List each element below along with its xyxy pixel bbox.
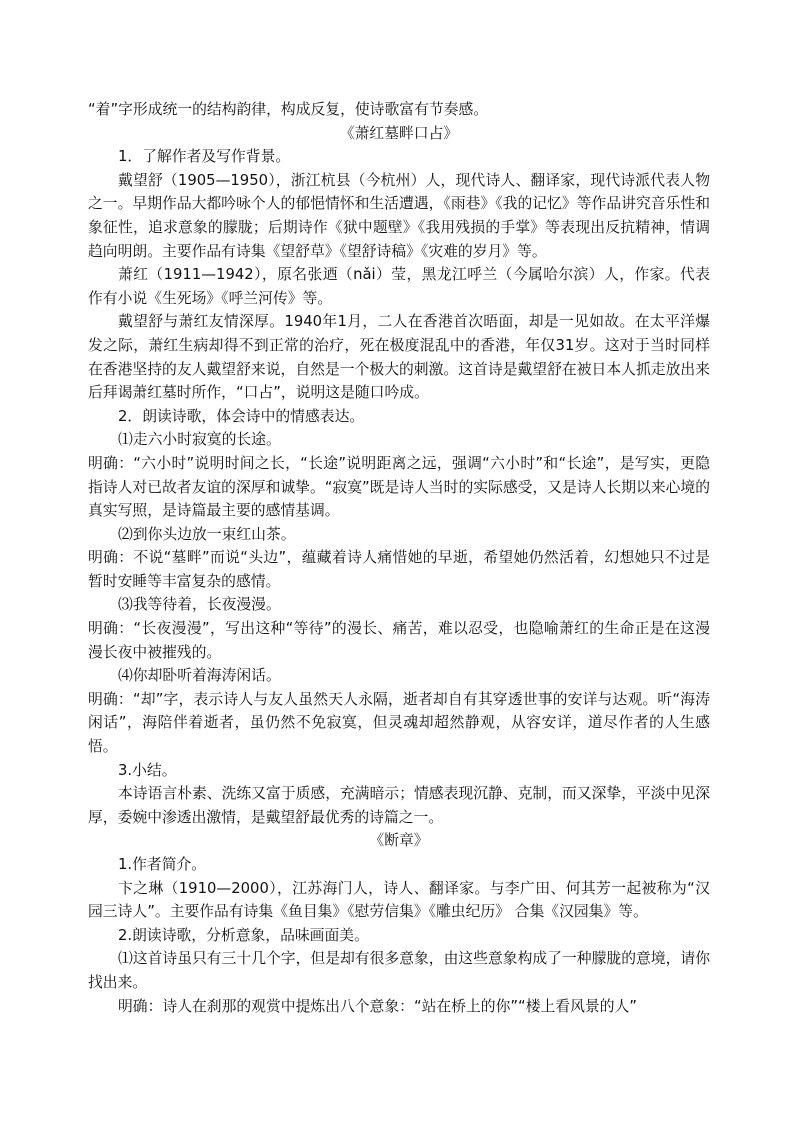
answer-paragraph: 明确：“六小时”说明时间之长，“长途”说明距离之远，强调“六小时”和“长途”，是写实，更隐指诗人对已故者友谊的深厚和诚挚。“寂寞”既是诗人当时的实际感受，又是诗人长期以来心境的真实写照，是诗篇最主要的感情基调。 [88, 454, 711, 520]
section-title-xiaohong: 《萧红墓畔口占》 [339, 124, 459, 142]
poem-line-question: ⑷你却卧听着海涛闲话。 [118, 667, 281, 685]
answer-paragraph: 明确：“却”字，表示诗人与友人虽然天人永隔，逝者却自有其穿透世事的安详与达观。听“海涛闲话”，海陪伴着逝者，虽仍然不免寂寞，但灵魂却超然静观，从容安详，道尽作者的人生感悟。 [88, 690, 710, 756]
paragraph-bian-zhilin: 卞之琳（1910—2000），江苏海门人，诗人、翻译家。与李广田、何其芳一起被称为“汉园三诗人”。主要作品有诗集《鱼目集》《慰劳信集》《雕虫纪历》 合集《汉园集》等。 [88, 879, 710, 921]
question-paragraph: ⑴这首诗虽只有三十几个字，但是却有很多意象，由这些意象构成了一种朦胧的意境，请你找出来。 [88, 950, 710, 991]
poem-line-question: ⑴走六小时寂寞的长途。 [118, 431, 281, 449]
document-body [88, 98, 710, 1018]
paragraph-dai-wangshu: 戴望舒（1905—1950），浙江杭县（今杭州）人，现代诗人、翻译家，现代诗派代表人物之一。早期作品大都吟咏个人的郁悒情怀和生活遭遇，《雨巷》《我的记忆》等作品讲究音乐性和象征性，追求意象的朦胧；后期诗作《狱中题壁》《我用残损的手掌》等表现出反抗精神，情调趋向明朗。主要作品有诗集《望舒草》《望舒诗稿》《灾难的岁月》等。 [88, 171, 710, 260]
step-heading: 2．朗读诗歌，体会诗中的情感表达。 [118, 407, 365, 425]
summary-paragraph: 本诗语言朴素、洗练又富于质感，充满暗示；情感表现沉静、克制，而又深挚，平淡中见深厚，委婉中渗透出激情，是戴望舒最优秀的诗篇之一。 [88, 785, 710, 826]
step-heading: 1．了解作者及写作背景。 [118, 148, 291, 166]
step-heading: 1.作者简介。 [118, 856, 207, 873]
step-heading: 2.朗读诗歌，分析意象，品味画面美。 [118, 926, 369, 944]
poem-line-question: ⑶我等待着，长夜漫漫。 [118, 596, 281, 614]
paragraph-background: 戴望舒与萧红友情深厚。1940年1月，二人在香港首次晤面，却是一见如故。在太平洋爆发之际，萧红生病却得不到正常的治疗，死在极度混乱中的香港，年仅31岁。这对于当时同样在香港坚持的友人戴望舒来说，自然是一个极大的刺激。这首诗是戴望舒在被日本人抓走放出来后拜谒萧红墓时所作，“口占”，说明这是随口吟成。 [88, 313, 710, 402]
section-title-duanzhang: 《断章》 [369, 832, 429, 850]
answer-paragraph: 明确：不说“墓畔”而说“头边”，蕴藏着诗人痛惜她的早逝，希望她仍然活着，幻想她只不过是暂时安睡等丰富复杂的感情。 [88, 549, 710, 590]
paragraph-continuation: “着”字形成统一的结构韵律，构成反复，使诗歌富有节奏感。 [88, 101, 489, 118]
poem-line-question: ⑵到你头边放一束红山茶。 [118, 525, 296, 543]
paragraph-xiao-hong: 萧红（1911—1942），原名张迺（nǎi）莹，黑龙江呼兰（今属哈尔滨）人，作家。代表作有小说《生死场》《呼兰河传》等。 [88, 266, 710, 307]
step-heading: 3.小结。 [118, 761, 177, 779]
answer-paragraph: 明确：“长夜漫漫”，写出这种“等待”的漫长、痛苦，难以忍受，也隐喻萧红的生命正是在这漫漫长夜中被摧残的。 [88, 620, 710, 661]
answer-paragraph: 明确：诗人在刹那的观赏中提炼出八个意象：“站在桥上的你”“楼上看风景的人” [118, 997, 637, 1015]
